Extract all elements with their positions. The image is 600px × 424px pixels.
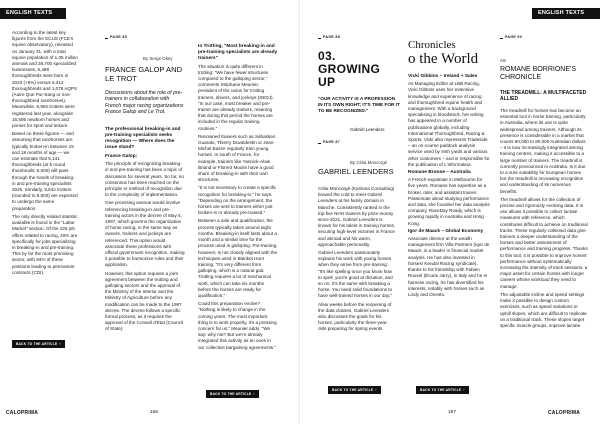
tag-rule <box>318 143 321 144</box>
back-button-label: BACK TO THE ARTICLE <box>420 388 462 392</box>
body-paragraph: Between a sale and qualification, the process typically takes around eight months. Breaking-in itself lasts about a month and a similar time for the process used in galloping. Pre-training, however, is not closely aligned with the techniques used in Blanket Hunt training. "It's very different from galloping, which is a natural gait. Trotting requires a lot of mechanical work, which can take six months before the horses are ready for qualification." <box>198 218 278 298</box>
contributors-column <box>408 72 490 300</box>
body-paragraph: Afew weeks before the reopening of the data classes, Gabriel Leenders also discusses the goals for his horses, particularly the three-year-olds preparing for spring events. <box>318 301 392 332</box>
body-paragraph: The adjustable incline and speed settings make it possible to design custom exercises, such as speed variations or uphill slopes, which are difficult to replicate on a traditional track. These slopes target specific muscle groups, improve lactate <box>500 291 587 328</box>
body-paragraph: However, this option requires a joint agreement between the trotting and galloping sectors and the approval of the Ministry of the Interior and the Ministry of Agriculture before any modification can be made to the 1997 decree. The decree follows a specific formal process, as it requires the approval of the Conseil d'État (Council of State). <box>105 270 183 332</box>
chronicles-title <box>408 38 478 66</box>
quote-attribution: Gabriel Leenders <box>350 127 385 132</box>
section-header-left: ENGLISH TEXTS <box>0 8 66 19</box>
chronicle-subtitle: THE TREADMILL: A MULTIFACETED ALLIED <box>500 90 587 103</box>
chronicle-title: ROMANE BORRIONE'S CHRONICLE <box>500 66 577 82</box>
body-paragraph: Could this preparation evolve? "Nothing is likely to change in the coming years. The most important thing is to work properly, it's a pressing concern for us," Meunier adds. "We say: why not? But we're already integrated this activity as an ones in our collective bargaining agreements." <box>198 301 277 350</box>
stats-paragraph: The only directly related statistic available is found in the "Labor Market" section. Of the 228 job offers related to racing, 40% are specifically for jobs specializing in breaking-in and pre-training. This by far the most promising sector, with 94% of these positions leading to permanent contracts (CDI). <box>12 213 78 275</box>
chronicle-body <box>500 108 588 331</box>
page-number: 167 <box>448 410 457 415</box>
arrow-right-icon: › <box>253 392 255 396</box>
back-to-article-button[interactable] <box>206 390 259 398</box>
body-paragraph: One promising avenue would involve referencing breaking-in and pre-training actors in the decree of May 5, 1997, which governs the organization of horse racing, in the same way as owners, trainers and jockeys are referenced. This option would associate these professions with official government recognition, making it possible to harmonize rules and their application. <box>105 200 185 268</box>
back-button-label: BACK TO THE ARTICLE <box>210 392 252 396</box>
page-tag: PAGE 88 <box>323 35 341 39</box>
body-paragraph: The treadmill for horses has become an essential tool in horse training, particularly in Australia, where its use is quite widespread among trainers. Although its presence is considerable in a market that counts 80,000 to 80,000 Australian dollars – it is now increasingly integrated among training centres, making it accessible to a large number of trainers. The treadmill is currently pronounced in Australia. Is it due to a sure suitability for European horses but the treadmill is increasing recognition and understanding of its numerous benefits. <box>500 108 586 194</box>
back-to-article-button[interactable] <box>12 340 65 348</box>
footer-brand: CALOPRIMA <box>6 410 39 416</box>
title-line: GROWING <box>318 62 381 76</box>
article-body <box>105 152 185 335</box>
back-to-article-button[interactable] <box>328 386 381 394</box>
chronicles-line: Chronicles <box>408 39 456 51</box>
pull-quote: "OUR ACTIVITY IS A PROFESSION IN ITS OWN RIGHT; IT'S TIME FOR IT TO BE RECOGNIZED." <box>318 96 400 113</box>
tag-rule <box>500 38 503 39</box>
article-subhead: France Galop: <box>105 154 138 159</box>
tag-rule <box>318 38 321 39</box>
contributor-name: Romane Bronne – Australia <box>408 170 471 176</box>
footer-brand: CALOPRIMA <box>548 410 581 416</box>
article-body-continued <box>198 42 278 353</box>
page-tag: PAGE 90 <box>505 35 523 39</box>
title-line: UP <box>318 75 336 89</box>
body-paragraph: The situation is quite different in trotting: "We have fewer structures compared to the galloping sector," comments Stéphane Meunier, president of the union for trotting trainers, drivers, and jockeys (SEDJ). "In our case, most breaker and pre-trainer are already trainers, meaning that during this period the horses are included in the regular training routines." <box>198 63 274 131</box>
body-paragraph: "It is not necessary to create a specific recognition for breaking-in," he says. "Depending on the arrangement, the horses are sent to trainers either just broken-in or already pre-trained." <box>198 185 277 216</box>
arrow-right-icon: › <box>375 388 377 392</box>
body-paragraph: Gabriel Leenders passionately explains his work with young horses when they arrive from pre-training: "It's like spelling once you know how to spell, you're good at dictation, and so on. It's the same with breaking a horse. You need solid foundations to have well-trained horses in our day." <box>318 250 393 299</box>
contributor-name: Igor de Maack – Global Economy <box>408 228 484 234</box>
section-header-right: ENGLISH TEXTS <box>532 8 600 19</box>
article-title: GABRIEL LEENDERS <box>318 167 394 176</box>
byline: By Serge Okey <box>143 56 173 61</box>
arrow-right-icon: › <box>463 388 465 392</box>
title-number: 03. <box>318 49 336 63</box>
article-subheading: In Trotting, "Most breaking-in and pre-training specialists are already trainers" <box>198 44 278 62</box>
tag-rule <box>105 38 108 39</box>
growing-up-title <box>318 50 380 89</box>
stats-column <box>12 30 78 278</box>
article-intro: Discussions about the role of pre-trainers in collaboration with French major racing organizations France Galop and Le Trot. <box>105 90 184 116</box>
back-button-label: BACK TO THE ARTICLE <box>332 388 374 392</box>
section-as-label: AS <box>500 58 506 63</box>
contributor-bio: A French expatriate in Melbourne for five years, Romane has expertise as a broker, rider, and assistant trainer. Passionate about studying performance and data, she founded her data analysis company, RaceDay Ready, which is growing rapidly in Australia and Hong Kong. <box>408 177 490 226</box>
back-button-label: BACK TO THE ARTICLE <box>16 342 58 346</box>
body-paragraph: The principle of recognizing breaking-in and pre-training has been a topic of discussion for several years. So far, no consensus has been reached on the principle or method of recognition due to the complexity of implementation. <box>105 161 184 198</box>
contributor-bio: Associate director at the wealth management firm Villa Partners (Igor de Maack, is a leader in financial market analysis. He has also invested in horses! Kendal Racing syndicate), thanks to his friendship with Fabien Rouxel (Écurie Jarry), in Italy and he in harness racing, he has diversified his interests, notably with horses such as Lindy and Onesto. <box>408 236 490 297</box>
stats-paragraph: According to the latest key figures from the ECUS (FCE's equine observatory), released on January 31, with a total equine population of 1,05 million animals and 36,700 specialized businesses, 6,488 thoroughbreds were born in 2023 (+5%) versus 5,412 thoroughbreds and 1,076 AQPS (Autre Que Pur-Sang or non-thoroughbred racehorses). Meanwhile, 8,992 trotters were registered last year, alongside 16,595 newborn horses and ponies for sport and leisure. <box>12 30 78 129</box>
article-body <box>318 186 396 335</box>
page-number: 166 <box>150 410 159 415</box>
stats-paragraph: Based on these figures — and assuming that racehorses are typically broken-in between 15 and 18 months of age — we can estimate that 5,141 thoroughbreds (at 5 round thumbnails: 5,000) will pass through the hands of breaking-in and pre-training specialists 2025. Similarly, 8,542 trotters (rounded to 8,500) are expected to undergo the same preparation. <box>12 131 78 211</box>
page-tag: PAGE 87 <box>323 140 341 144</box>
page-tag: PAGE 85 <box>110 35 128 39</box>
back-to-article-button[interactable] <box>416 386 469 394</box>
chronicles-line: o the World <box>408 51 479 67</box>
byline: By Célia Moncorgé <box>350 160 388 165</box>
body-paragraph: Renowned trainers such as Sébastien Guarato, Thierry Duvaldestin or Jean-Michel Bazire regularly train young horses. In south of France, for example, trainers like Yannick-Alain Briand or Florent Moulin have a good share of breaking-in with their own structures. <box>198 133 276 183</box>
article-title: FRANCE GALOP AND LE TROT <box>105 65 183 83</box>
body-paragraph: The treadmill allows for the collection of precise and rigorously evolving data. It is use allows it possible to collect lactate measures with reference, which contributes difficult to achieve on traditional tracks. These regularly collected data give trainers a deeper understanding of the horses and better assessment of performance and training progress. Thanks to this tool, it is possible to improve horses' performance without systematically increasing the intensity of track sessions, a major asset for certain horses with longer careers whose workload they need to manage. <box>500 196 588 289</box>
contributor-name: Vicki Gibbins – Ireland + Sales <box>408 74 478 79</box>
arrow-right-icon: › <box>59 342 61 346</box>
contributor-bio: As Managing Editor at LBB Racing, Vicki Gibbins uses her extensive knowledge and experience of racing and thoroughbred equine health and management. With a background specialising in bloodstock, her writing has appeared in a number of publications globally, including International Thoroughbred, Racing & Sports. Vicki also represents Tradeside – an on-course paddock analysis service used by Irish yards and various other customers – and is responsible for the publication of L'Informateur. <box>408 81 490 167</box>
article-lead: The professional breaking-in and pre-training specialists seeks recognition — Where does the issue stand? <box>105 127 181 150</box>
body-paragraph: Célia Moncorgé (Karisma Consulting) braved the cold to meet Gabriel Leenders at his family domain in Manche. Consistently ranked in the top five NHH trainers by prize-money since 2021, Gabriel Leenders is known for his talent in training horses, securing high-level victories in France and abroad and his warm, approachable personality. <box>318 186 396 247</box>
